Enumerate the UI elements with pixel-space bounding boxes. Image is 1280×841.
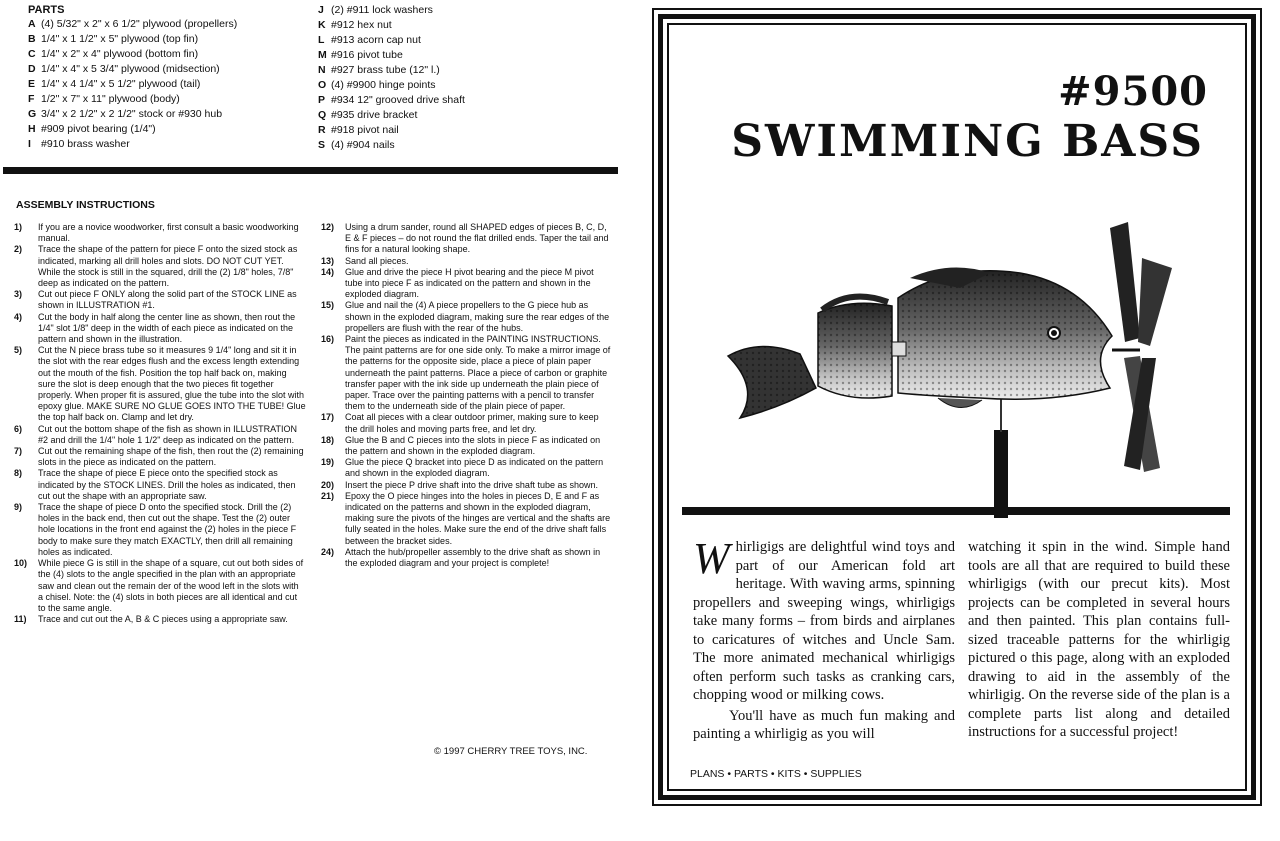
part-letter: D — [28, 63, 36, 75]
part-description: #912 hex nut — [331, 19, 392, 31]
step-number: 15) — [321, 300, 335, 311]
part-description: 1/4" x 2" x 4" plywood (bottom fin) — [41, 48, 199, 60]
propeller-blade — [1110, 222, 1140, 342]
parts-list-item — [318, 48, 465, 63]
parts-list-item — [28, 137, 237, 152]
step-text: Trace and cut out the A, B & C pieces using a appropriate saw. — [38, 614, 288, 625]
story-column-right — [968, 538, 1230, 742]
step-text: Sand all pieces. — [345, 255, 409, 266]
assembly-step — [321, 222, 613, 256]
parts-list-item — [318, 33, 465, 48]
parts-list-item — [28, 62, 237, 77]
part-description: #918 pivot nail — [331, 124, 399, 136]
step-number: 18) — [321, 434, 335, 445]
step-number: 11) — [14, 614, 27, 625]
step-text: Cut the N piece brass tube so it measures 9 1/4" long and sit it in the slot with the rear edges flush and the excess length extending out the mouth of the fish. Position the top half back on, making sure the slot is deep enough that the two pieces fit together properly. When proper fit is assured, glue the tube into the slot with epoxy glue. MAKE SURE NO GLUE GOES INTO THE TUBE! Glue the top half back on. Clamp and let dry. — [38, 345, 306, 423]
part-description: 3/4" x 2 1/2" x 2 1/2" stock or #930 hub — [41, 108, 223, 120]
step-number: 3) — [14, 289, 23, 300]
step-number: 14) — [321, 266, 335, 277]
step-text: Trace the shape of piece D onto the specified stock. Drill the (2) holes in the back end, then cut out the shape. Test the (2) outer hole locations in the front end against the (2) holes in the piece F body to make sure they match EXACTLY, then drill all remaining holes as indicated. — [38, 502, 297, 557]
assembly-step — [321, 256, 613, 267]
story-text-right: watching it spin in the wind. Simple hand tools are all that are required to build these whirligigs (with our precut kits). Most projects can be completed in several hours and then painted. This plan contains full-sized traceable patterns for the whirligig pictured o this page, along with an exploded drawing to aid in the assembly of the whirligig. On the reverse side of the plan is a complete parts list along and detailed instructions for a successful project! — [968, 539, 1230, 740]
step-number: 12) — [321, 222, 335, 232]
part-letter: B — [28, 33, 36, 45]
part-description: #916 pivot tube — [331, 49, 403, 61]
step-text: Glue the B and C pieces into the slots in piece F as indicated on the pattern and shown in the exploded diagram. — [345, 434, 601, 457]
part-letter: J — [318, 4, 324, 16]
part-description: 1/4" x 1 1/2" x 5" plywood (top fin) — [41, 33, 199, 45]
assembly-step — [14, 468, 306, 502]
assembly-step — [14, 312, 306, 346]
step-number: 13) — [321, 255, 335, 266]
step-text: Insert the piece P drive shaft into the drive shaft tube as shown. — [345, 479, 598, 490]
parts-list-left — [28, 17, 237, 152]
step-number: 6) — [14, 423, 23, 434]
instructions-page — [0, 0, 630, 841]
assembly-step — [14, 614, 306, 625]
step-number: 20) — [321, 479, 335, 490]
step-text: Paint the pieces as indicated in the PAINTING INSTRUCTIONS. The paint patterns are for one side only. To make a mirror image of the patterns for the opposite side, place a piece of plain paper underneath the paint patterns. Place a piece of carbon or graphite transfer paper with the ink side up underneath the plain piece of paper. Trace over the painting patterns with a pencil to transfer them to the underneath side of the plain piece of paper. — [345, 334, 611, 412]
part-description: 1/4" x 4" x 5 3/4" plywood (midsection) — [41, 63, 220, 75]
assembly-step — [321, 491, 613, 547]
assembly-step — [14, 289, 306, 311]
divider-rule — [3, 167, 618, 174]
part-letter: M — [318, 49, 327, 61]
step-number: 10) — [14, 558, 28, 569]
assembly-step — [321, 412, 613, 434]
story-column-left — [693, 534, 955, 744]
product-title: SWIMMING BASS — [731, 116, 1204, 167]
part-letter: O — [318, 79, 327, 91]
assembly-step — [321, 480, 613, 491]
step-number: 9) — [14, 502, 23, 513]
assembly-heading: ASSEMBLY INSTRUCTIONS — [16, 199, 155, 211]
assembly-step — [14, 558, 306, 614]
parts-list-item — [318, 78, 465, 93]
part-description: (4) #904 nails — [331, 139, 395, 151]
story-text-left-2: You'll have as much fun making and painting a whirligig as you will — [693, 707, 955, 742]
step-number: 19) — [321, 457, 335, 468]
step-text: Trace the shape of the pattern for piece F onto the sized stock as indicated, marking all drill holes and slots. DO NOT CUT YET. While the stock is still in the squared, drill the (2) 1/8" holes, 7/8" deep as indicated on the pattern. — [38, 244, 298, 289]
step-text: Glue and nail the (4) A piece propellers to the G piece hub as shown in the exploded diagram, making sure the rear edges of the propellers are flush with the rear of the hubs. — [345, 300, 610, 333]
part-letter: L — [318, 34, 325, 46]
mounting-pole — [994, 430, 1008, 518]
step-text: Cut out the bottom shape of the fish as shown in ILLUSTRATION #2 and drill the 1/4" hole 1 1/2" deep as indicated on the pattern. — [38, 423, 297, 445]
part-letter: K — [318, 19, 326, 31]
parts-list-item — [318, 138, 465, 153]
part-letter: F — [28, 93, 35, 105]
step-number: 21) — [321, 490, 335, 501]
parts-heading: PARTS — [28, 4, 65, 16]
part-description: (2) #911 lock washers — [331, 4, 433, 16]
step-text: Glue the piece Q bracket into piece D as indicated on the pattern and shown in the exploded diagram. — [345, 457, 604, 479]
part-letter: I — [28, 138, 31, 150]
parts-list-item — [318, 18, 465, 33]
assembly-step — [321, 300, 613, 334]
part-description: #934 12" grooved drive shaft — [331, 94, 465, 106]
step-number: 4) — [14, 311, 23, 322]
part-description: #935 drive bracket — [331, 109, 418, 121]
swimming-bass-illustration — [720, 218, 1200, 518]
part-description: (4) 5/32" x 2" x 6 1/2" plywood (propellers) — [41, 18, 238, 30]
part-letter: A — [28, 18, 36, 30]
part-description: #927 brass tube (12" l.) — [331, 64, 440, 76]
cover-footer: PLANS • PARTS • KITS • SUPPLIES — [690, 768, 862, 780]
step-number: 5) — [14, 345, 23, 356]
parts-list-item — [28, 92, 237, 107]
part-letter: S — [318, 139, 326, 151]
assembly-step — [321, 334, 613, 412]
parts-list-item — [318, 3, 465, 18]
part-description: #910 brass washer — [41, 138, 130, 150]
parts-list-right — [318, 3, 465, 153]
part-letter: G — [28, 108, 37, 120]
product-number: #9500 — [1058, 68, 1208, 115]
assembly-steps-left — [14, 222, 306, 625]
story-text-left: hirligigs are delightful wind toys and part of our American fold art heritage. With waving arms, spinning propellers and sweeping wings, whirligigs take many forms – from birds and airplanes to caricatures of witches and Uncle Sam. The more animated mechanical whirligigs often perform such tasks as cranking cars, chopping wood or milking cows. — [693, 539, 955, 703]
step-text: While piece G is still in the shape of a square, cut out both sides of the (4) slots to the angle specified in the plan with an appropriate saw and clean out the remain der of the wood left in the slots with a chisel. Note: the (4) slots in both pieces are all identical and cut to the same angle. — [38, 558, 304, 613]
assembly-step — [321, 547, 613, 569]
part-description: (4) #9900 hinge points — [331, 79, 436, 91]
part-letter: Q — [318, 109, 327, 121]
parts-list-item — [318, 108, 465, 123]
part-letter: E — [28, 78, 36, 90]
step-number: 8) — [14, 468, 23, 479]
assembly-step — [14, 502, 306, 558]
step-number: 17) — [321, 412, 335, 423]
part-letter: N — [318, 64, 326, 76]
parts-list-item — [28, 77, 237, 92]
step-text: Glue and drive the piece H pivot bearing and the piece M pivot tube into piece F as indicated on the pattern and shown in the exploded diagram. — [345, 266, 594, 300]
parts-list-item — [28, 122, 237, 137]
assembly-step — [321, 457, 613, 479]
assembly-step — [321, 267, 613, 301]
cover-divider-rule — [682, 507, 1230, 515]
part-description: 1/4" x 4 1/4" x 5 1/2" plywood (tail) — [41, 78, 201, 90]
step-text: Cut out the remaining shape of the fish, then rout the (2) remaining slots in the piece as indicated on the pattern. — [38, 446, 304, 468]
step-number: 24) — [321, 546, 335, 557]
step-text: Using a drum sander, round all SHAPED edges of pieces B, C, D, E & F pieces – do not round the flat drilled ends. Taper the tail and fins for a natural looking shape. — [345, 222, 609, 255]
assembly-step — [14, 345, 306, 423]
parts-list-item — [28, 17, 237, 32]
step-text: Cut the body in half along the center line as shown, then rout the 1/4" slot 1/8" deep in the width of each piece as indicated on the pattern and shown in the illustration. — [38, 311, 296, 345]
step-text: Trace the shape of piece E piece onto the specified stock as indicated by the STOCK LINES. Drill the holes as indicated, then cut out the shape with an appropriate saw. — [38, 468, 296, 501]
step-text: Coat all pieces with a clear outdoor primer, making sure to keep the drill holes and moving parts free, and let dry. — [345, 412, 599, 434]
part-description: #913 acorn cap nut — [331, 34, 421, 46]
parts-list-item — [318, 93, 465, 108]
assembly-step — [14, 244, 306, 289]
parts-list-item — [318, 63, 465, 78]
step-number: 7) — [14, 446, 23, 457]
step-number: 1) — [14, 222, 23, 232]
assembly-step — [14, 424, 306, 446]
part-letter: H — [28, 123, 36, 135]
step-number: 2) — [14, 244, 23, 255]
assembly-steps-right — [321, 222, 613, 569]
copyright-notice: © 1997 CHERRY TREE TOYS, INC. — [434, 746, 588, 757]
part-letter: P — [318, 94, 326, 106]
assembly-step — [14, 446, 306, 468]
parts-list-item — [28, 32, 237, 47]
part-letter: R — [318, 124, 326, 136]
assembly-step — [321, 435, 613, 457]
part-description: #909 pivot bearing (1/4") — [41, 123, 156, 135]
part-letter: C — [28, 48, 36, 60]
parts-list-item — [318, 123, 465, 138]
parts-list-item — [28, 47, 237, 62]
step-number: 16) — [321, 334, 335, 345]
step-text: If you are a novice woodworker, first consult a basic woodworking manual. — [38, 222, 299, 244]
part-description: 1/2" x 7" x 11" plywood (body) — [41, 93, 180, 105]
step-text: Attach the hub/propeller assembly to the drive shaft as shown in the exploded diagram and your project is complete! — [345, 546, 601, 569]
step-text: Cut out piece F ONLY along the solid part of the STOCK LINE as shown in ILLUSTRATION #1. — [38, 289, 297, 311]
dropcap-letter: W — [693, 534, 730, 583]
parts-list-item — [28, 107, 237, 122]
step-text: Epoxy the O piece hinges into the holes in pieces D, E and F as indicated on the patterns and shown in the exploded diagram, making sure the pivots of the hinges are vertical and the shafts are fully seated in the holes. Make sure the end of the drive shaft falls between the bracket sides. — [345, 490, 611, 546]
assembly-step — [14, 222, 306, 244]
